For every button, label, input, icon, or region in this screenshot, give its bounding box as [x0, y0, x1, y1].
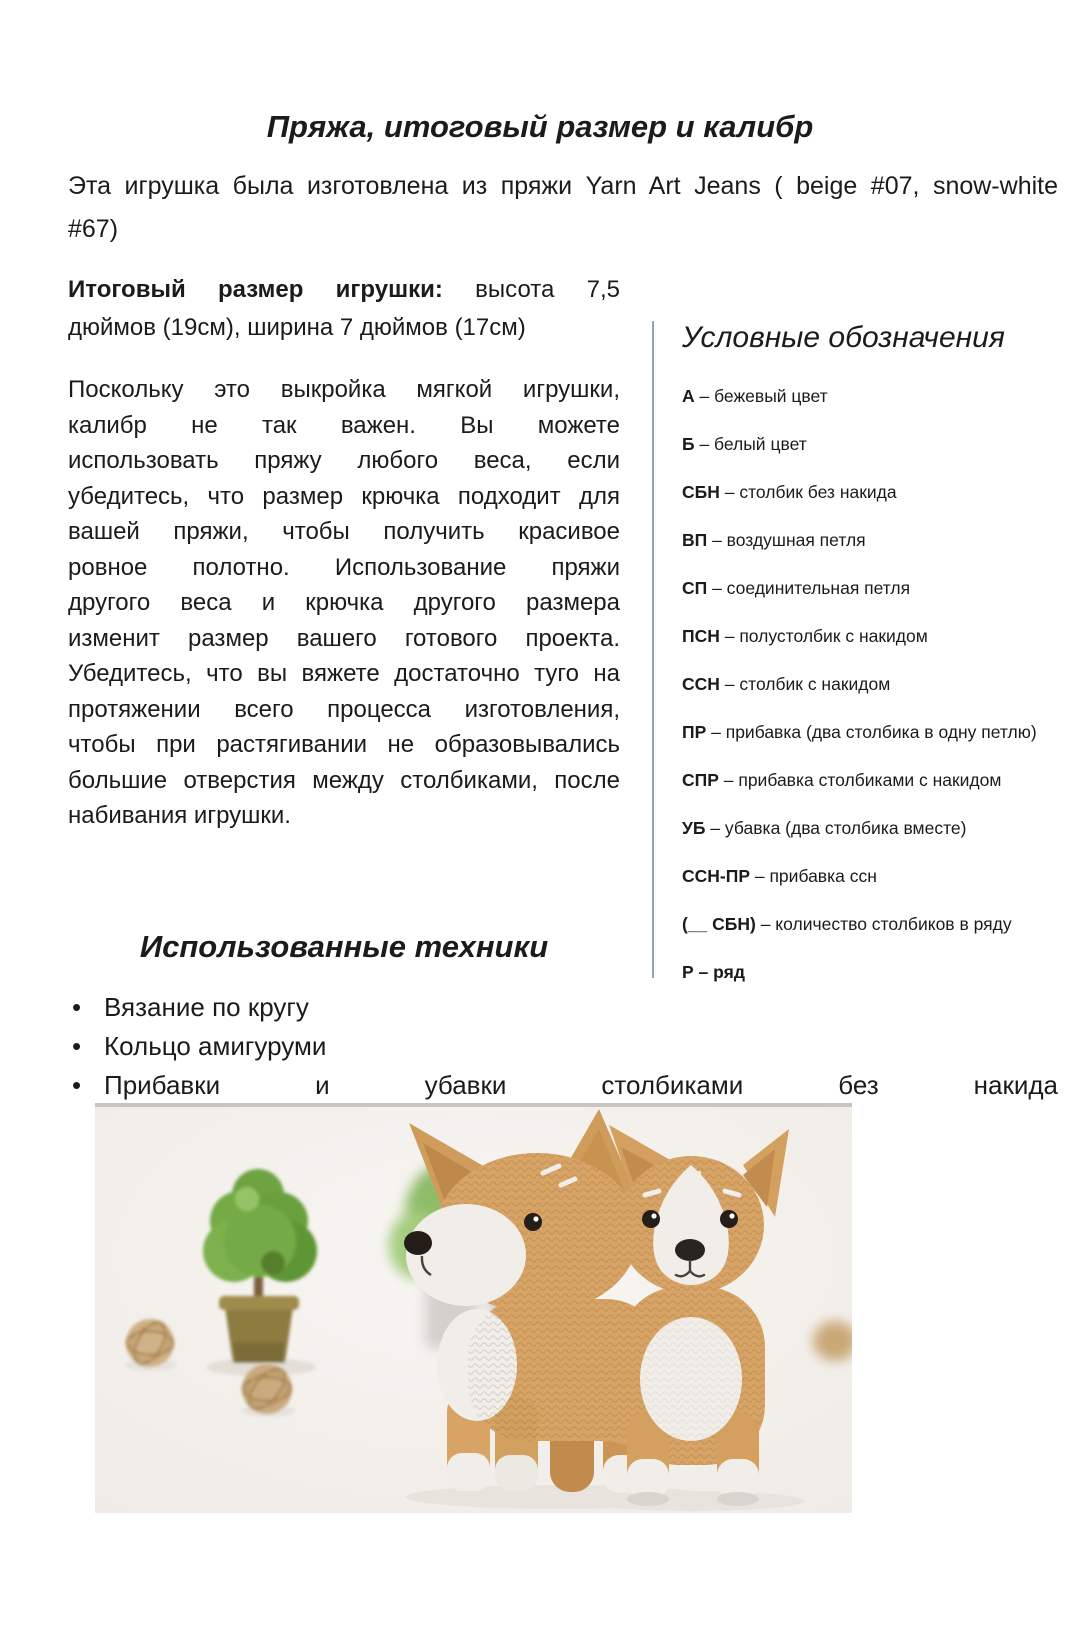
legend-item	[682, 530, 1044, 550]
legend-item	[682, 770, 1044, 790]
legend-item	[682, 386, 1044, 406]
bullet-icon: •	[72, 992, 82, 1022]
legend-definition: – воздушная петля	[707, 530, 866, 550]
text-line: чтобы при растягивании не образовывались	[68, 731, 620, 758]
text-line: протяжении всего процесса изготовления,	[68, 695, 620, 723]
legend-box	[652, 321, 1044, 982]
dog-nose	[675, 1239, 705, 1261]
text-line: калибр не так важен. Вы можете	[68, 411, 620, 439]
technique-item	[68, 1031, 1058, 1061]
text-line: Убедитесь, что вы вяжете достаточно туго на	[68, 660, 620, 687]
legend-term: Б	[682, 434, 695, 454]
techniques-heading: Использованные техники	[139, 928, 549, 964]
text-line: набивания игрушки.	[68, 802, 291, 829]
text-line	[68, 271, 620, 309]
dog-eye	[720, 1210, 738, 1228]
text-line: дюймов (19см), ширина 7 дюймов (17см)	[68, 314, 526, 341]
size-paragraph	[68, 271, 620, 347]
legend-term: СП	[682, 578, 708, 598]
legend-term: ССН-ПР	[682, 866, 750, 886]
legend-definition: – прибавка (два столбика в одну петлю)	[706, 722, 1037, 742]
size-paragraph-rest: высота 7,5	[475, 276, 620, 303]
legend-item	[682, 866, 1044, 886]
dog-shadow	[581, 1491, 805, 1511]
text-line: Поскольку это выкройка мягкой игрушки,	[68, 376, 620, 403]
legend-term: СПР	[682, 770, 719, 790]
legend-item	[682, 626, 1044, 646]
technique-label: Вязание по кругу	[104, 992, 309, 1022]
text-line: Эта игрушка была изготовлена из пряжи Yarn Art Jeans ( beige #07, snow-white	[68, 172, 1058, 200]
text-line: ровное полотно. Использование пряжи	[68, 553, 620, 581]
page-title: Пряжа, итоговый размер и калибр	[266, 108, 814, 144]
legend-definition: – соединительная петля	[707, 578, 911, 598]
size-paragraph-lead: Итоговый размер игрушки:	[68, 276, 443, 303]
legend-definition: – столбик без накида	[719, 482, 897, 502]
legend-item	[682, 914, 1044, 934]
intro-paragraph	[68, 165, 1058, 251]
dog-eye	[524, 1213, 542, 1231]
legend-list	[682, 386, 1044, 982]
gauge-paragraph	[68, 372, 620, 834]
legend-term: СБН	[682, 482, 720, 502]
legend-definition: – ряд	[693, 962, 745, 982]
legend-heading: Условные обозначения	[682, 321, 1005, 354]
text-line: большие отверстия между столбиками, после	[68, 766, 620, 794]
legend-term: Р	[682, 962, 694, 982]
text-line: использовать пряжу любого веса, если	[68, 447, 620, 474]
dog-paw	[495, 1455, 538, 1491]
legend-item	[682, 482, 1044, 502]
legend-term: А	[682, 386, 695, 406]
legend-item	[682, 818, 1044, 838]
toys-photo-illustration	[95, 1103, 852, 1513]
dog-muzzle	[406, 1204, 526, 1306]
text-line: вашей пряжи, чтобы получить красивое	[68, 518, 620, 545]
legend-definition: – бежевый цвет	[694, 386, 828, 406]
legend-item	[682, 722, 1044, 742]
legend-definition: – количество столбиков в ряду	[755, 914, 1012, 934]
technique-label: Прибавки и убавки столбиками без накида	[104, 1070, 1058, 1100]
toy-photo	[95, 1103, 852, 1513]
legend-term: (__ СБН)	[682, 914, 756, 934]
text-line: изменит размер вашего готового проекта.	[68, 624, 620, 652]
legend-definition: – прибавка ссн	[750, 866, 877, 886]
legend-item	[682, 962, 1044, 982]
text-line: #67)	[68, 215, 119, 243]
dog-nose	[404, 1231, 432, 1255]
legend-term: ССН	[682, 674, 720, 694]
legend-term: ПСН	[682, 626, 720, 646]
bullet-icon: •	[72, 1031, 82, 1061]
legend-term: ПР	[682, 722, 707, 742]
legend-definition: – прибавка столбиками с накидом	[718, 770, 1002, 790]
legend-item	[682, 434, 1044, 454]
legend-definition: – убавка (два столбика вместе)	[705, 818, 967, 838]
text-line: другого веса и крючка другого размера	[68, 589, 620, 616]
legend-item	[682, 674, 1044, 694]
legend-term: УБ	[682, 818, 706, 838]
legend-term: ВП	[682, 530, 708, 550]
techniques-bullet-list	[68, 992, 1058, 1109]
legend-definition: – столбик с накидом	[719, 674, 891, 694]
legend-definition: – полустолбик с накидом	[719, 626, 928, 646]
technique-label: Кольцо амигуруми	[104, 1031, 327, 1061]
bullet-icon: •	[72, 1070, 82, 1100]
photo-top-edge	[95, 1103, 852, 1107]
dog-paw	[447, 1453, 490, 1491]
technique-item	[68, 1070, 1058, 1100]
legend-item	[682, 578, 1044, 598]
dog-eye	[642, 1210, 660, 1228]
technique-item	[68, 992, 1058, 1022]
text-line: убедитесь, что размер крючка подходит для	[68, 482, 620, 510]
legend-definition: – белый цвет	[694, 434, 807, 454]
